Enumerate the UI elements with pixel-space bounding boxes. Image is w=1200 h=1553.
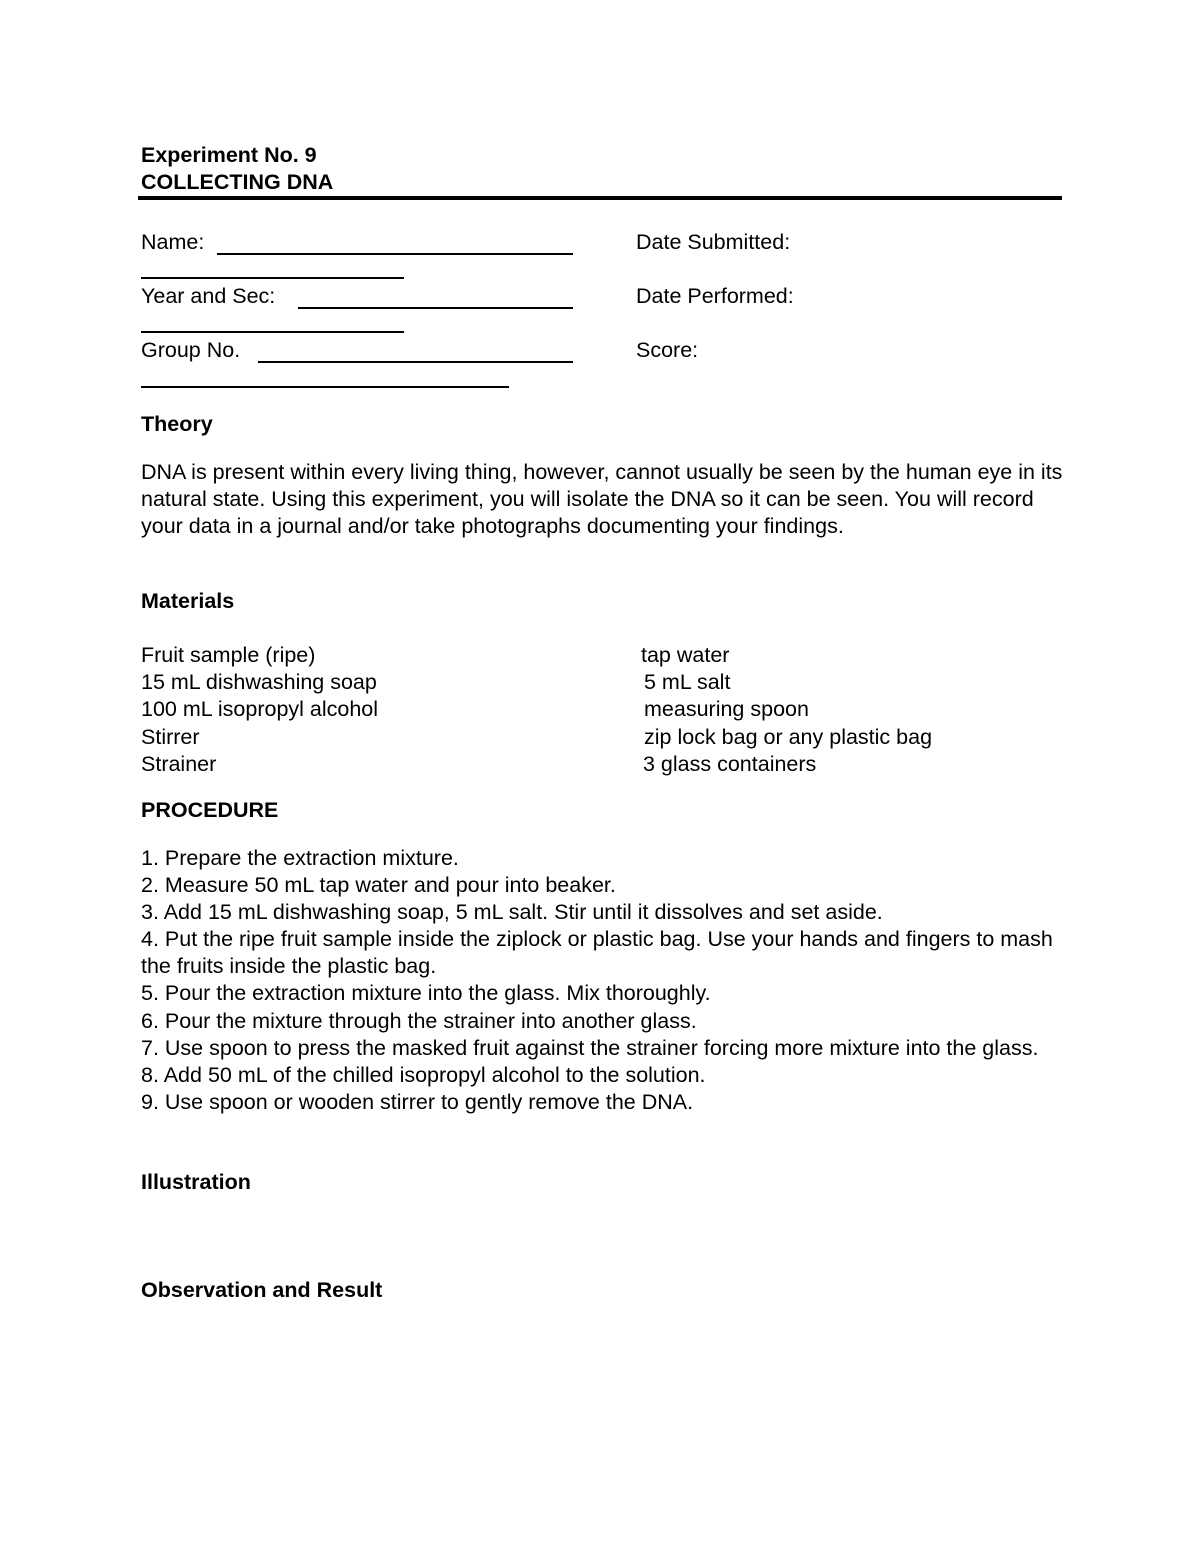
experiment-number: Experiment No. 9 xyxy=(141,143,317,167)
material-item: Strainer xyxy=(141,751,217,776)
observation-heading: Observation and Result xyxy=(141,1278,383,1302)
date-performed-label: Date Performed: xyxy=(636,284,794,308)
procedure-step: 1. Prepare the extraction mixture. xyxy=(141,846,459,870)
year-sec-blank-line xyxy=(298,307,573,309)
header-rule xyxy=(138,196,1062,200)
material-item: 5 mL salt xyxy=(644,670,731,695)
score-label: Score: xyxy=(636,338,699,362)
illustration-heading: Illustration xyxy=(141,1170,251,1194)
materials-list-left xyxy=(141,642,378,778)
year-sec-label: Year and Sec: xyxy=(141,284,276,308)
materials-heading: Materials xyxy=(141,589,235,613)
procedure-step: 9. Use spoon or wooden stirrer to gently remove the DNA. xyxy=(141,1089,694,1114)
date-submitted-label: Date Submitted: xyxy=(636,230,791,254)
group-label: Group No. xyxy=(141,338,241,362)
procedure-step: 8. Add 50 mL of the chilled isopropyl alcohol to the solution. xyxy=(141,1062,706,1087)
procedure-step: 3. Add 15 mL dishwashing soap, 5 mL salt. Stir until it dissolves and set aside. xyxy=(141,900,883,925)
document-title: COLLECTING DNA xyxy=(141,170,334,194)
material-item: Fruit sample (ripe) xyxy=(141,643,316,667)
year-sec-continuation-line xyxy=(141,331,404,333)
procedure-step: 2. Measure 50 mL tap water and pour into beaker. xyxy=(141,873,616,898)
theory-heading: Theory xyxy=(141,412,213,436)
material-item: 100 mL isopropyl alcohol xyxy=(141,697,379,722)
material-item: zip lock bag or any plastic bag xyxy=(644,724,933,749)
material-item: Stirrer xyxy=(141,724,200,749)
material-item: 3 glass containers xyxy=(643,751,817,776)
theory-paragraph: DNA is present within every living thing, however, cannot usually be seen by the human eye in its natural state. Using this experiment, you will isolate the DNA so it can be seen. You will record your data in a journal and/or take photographs documenting your findings. xyxy=(141,460,1063,538)
material-item: tap water xyxy=(641,643,730,667)
procedure-heading: PROCEDURE xyxy=(141,798,279,822)
material-item: 15 mL dishwashing soap xyxy=(141,670,377,695)
group-continuation-line xyxy=(141,386,509,388)
material-item: measuring spoon xyxy=(644,697,809,722)
materials-list-right xyxy=(641,642,932,778)
procedure-list xyxy=(141,845,1076,1116)
group-blank-line xyxy=(258,361,573,363)
name-continuation-line xyxy=(141,277,404,279)
name-blank-line xyxy=(217,253,573,255)
procedure-step: 6. Pour the mixture through the strainer into another glass. xyxy=(141,1008,697,1033)
name-label: Name: xyxy=(141,230,205,254)
procedure-step: 4. Put the ripe fruit sample inside the ziplock or plastic bag. Use your hands and fingers to mash the fruits inside the plastic bag. xyxy=(141,927,1053,979)
procedure-step: 7. Use spoon to press the masked fruit against the strainer forcing more mixture into the glass. xyxy=(141,1035,1039,1060)
procedure-step: 5. Pour the extraction mixture into the glass. Mix thoroughly. xyxy=(141,981,711,1006)
